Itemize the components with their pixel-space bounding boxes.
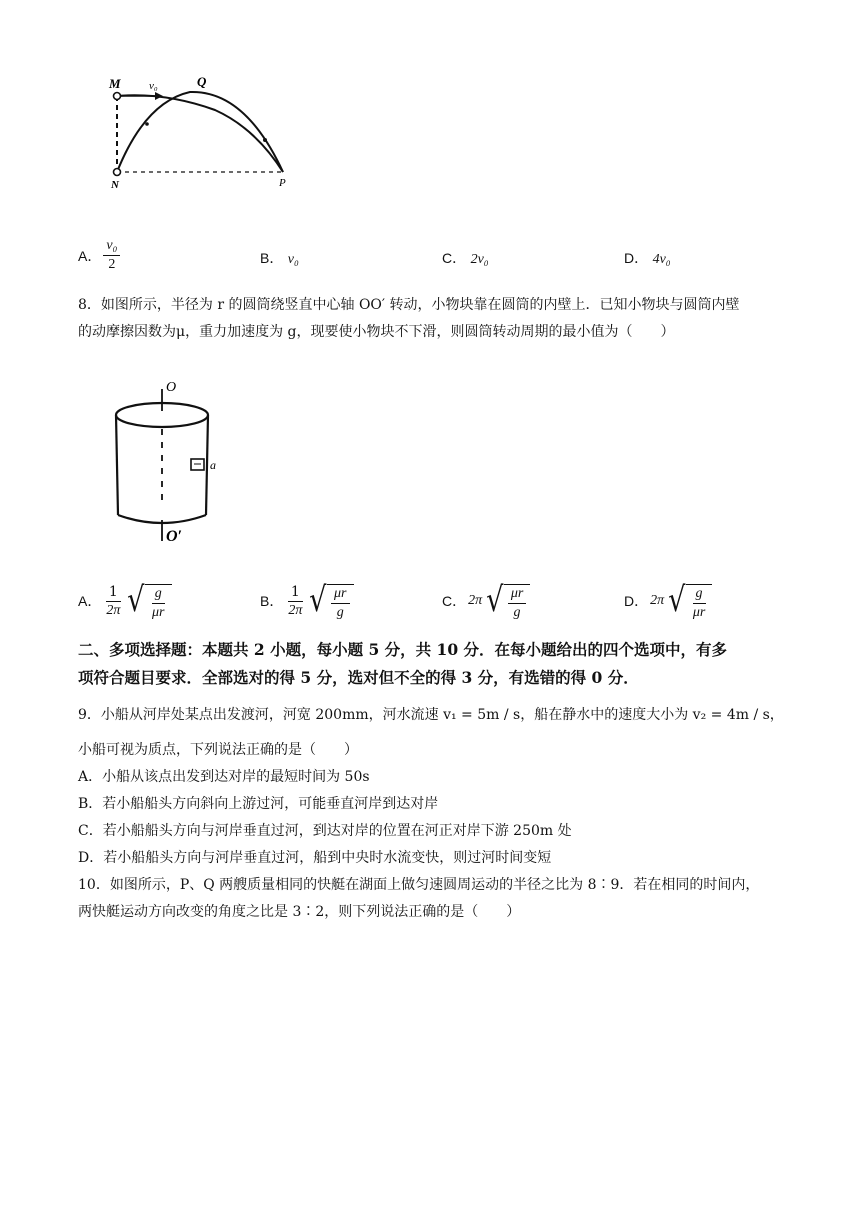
q9-option-d[interactable]: D．若小船船头方向与河岸垂直过河，船到中央时水流变快，则过河时间变短 (78, 850, 552, 866)
q9-stem-line1: 9．小船从河岸处某点出发渡河，河宽 200mm，河水流速 v₁ = 5m / s，船在静水中的速度大小为 v₂ = 4m / s， (78, 707, 784, 723)
section2-heading-line1: 二、多项选择题：本题共 2 小题，每小题 5 分，共 10 分．在每小题给出的四个选项中，有多 (78, 640, 728, 659)
square-root: √ $\frac{\mu r}{g}$ (307, 580, 353, 622)
q9-stem-line2: 小船可视为质点，下列说法正确的是（ ） (78, 742, 358, 758)
cylinder-figure (100, 375, 240, 550)
label-n: N (111, 179, 119, 191)
option-value: 2v₀ (470, 252, 489, 267)
q10-stem-line1: 10．如图所示，P、Q 两艘质量相同的快艇在湖面上做匀速圆周运动的半径之比为 8∶9．若在相同的时间内， (78, 877, 760, 893)
q8-option-c[interactable] (442, 580, 530, 622)
option-label: B． (260, 593, 284, 609)
label-o-top: O (166, 380, 177, 395)
q8-option-b[interactable] (260, 580, 354, 622)
q7-option-b[interactable] (260, 248, 299, 268)
fraction: $\frac{\text{v₀}}{2}$ (103, 237, 120, 274)
q8-option-d[interactable] (624, 580, 712, 622)
option-value: 4v₀ (652, 252, 671, 267)
coefficient: 2π (650, 593, 665, 608)
option-label: A． (78, 593, 102, 609)
q7-option-a[interactable] (78, 237, 122, 274)
square-root: √ $\frac{g}{\mu r}$ (125, 580, 171, 622)
option-label: B． (260, 250, 284, 266)
square-root: √ $\frac{g}{\mu r}$ (666, 580, 712, 622)
label-block: a (210, 458, 216, 472)
label-o-bottom: O′ (166, 528, 183, 545)
option-label: D． (624, 593, 649, 609)
q8-stem-line2: 的动摩擦因数为μ，重力加速度为 g，现要使小物块不下滑，则圆筒转动周期的最小值为（ ） (78, 324, 675, 340)
option-label: A． (78, 247, 102, 264)
label-m: M (109, 76, 121, 91)
label-p: P (279, 177, 286, 189)
option-label: D． (624, 250, 649, 266)
q7-option-d[interactable] (624, 248, 671, 268)
projectile-figure (105, 72, 295, 192)
option-value: v₀ (287, 252, 299, 267)
q7-option-c[interactable] (442, 248, 489, 268)
label-v0: v₀ (149, 80, 158, 92)
q9-option-b[interactable]: B．若小船船头方向斜向上游过河，可能垂直河岸到达对岸 (78, 796, 439, 812)
coefficient: $\frac{1}{2\pi}$ (106, 583, 121, 618)
square-root: √ $\frac{\mu r}{g}$ (484, 580, 530, 622)
label-q: Q (197, 74, 207, 89)
q8-option-a[interactable] (78, 580, 172, 622)
q8-stem-line1: 8．如图所示，半径为 r 的圆筒绕竖直中心轴 OO′ 转动，小物块靠在圆筒的内壁上．已知小物块与圆筒内壁 (78, 297, 740, 313)
section2-heading-line2: 项符合题目要求．全部选对的得 5 分，选对但不全的得 3 分，有选错的得 0 分． (78, 668, 639, 687)
option-label: C． (442, 593, 467, 609)
option-label: C． (442, 250, 467, 266)
q9-option-c[interactable]: C．若小船船头方向与河岸垂直过河，到达对岸的位置在河正对岸下游 250m 处 (78, 823, 572, 839)
coefficient: 2π (468, 593, 483, 608)
coefficient: $\frac{1}{2\pi}$ (288, 583, 303, 618)
q10-stem-line2: 两快艇运动方向改变的角度之比是 3∶2，则下列说法正确的是（ ） (78, 904, 521, 920)
q9-option-a[interactable]: A．小船从该点出发到达对岸的最短时间为 50s (78, 769, 370, 785)
